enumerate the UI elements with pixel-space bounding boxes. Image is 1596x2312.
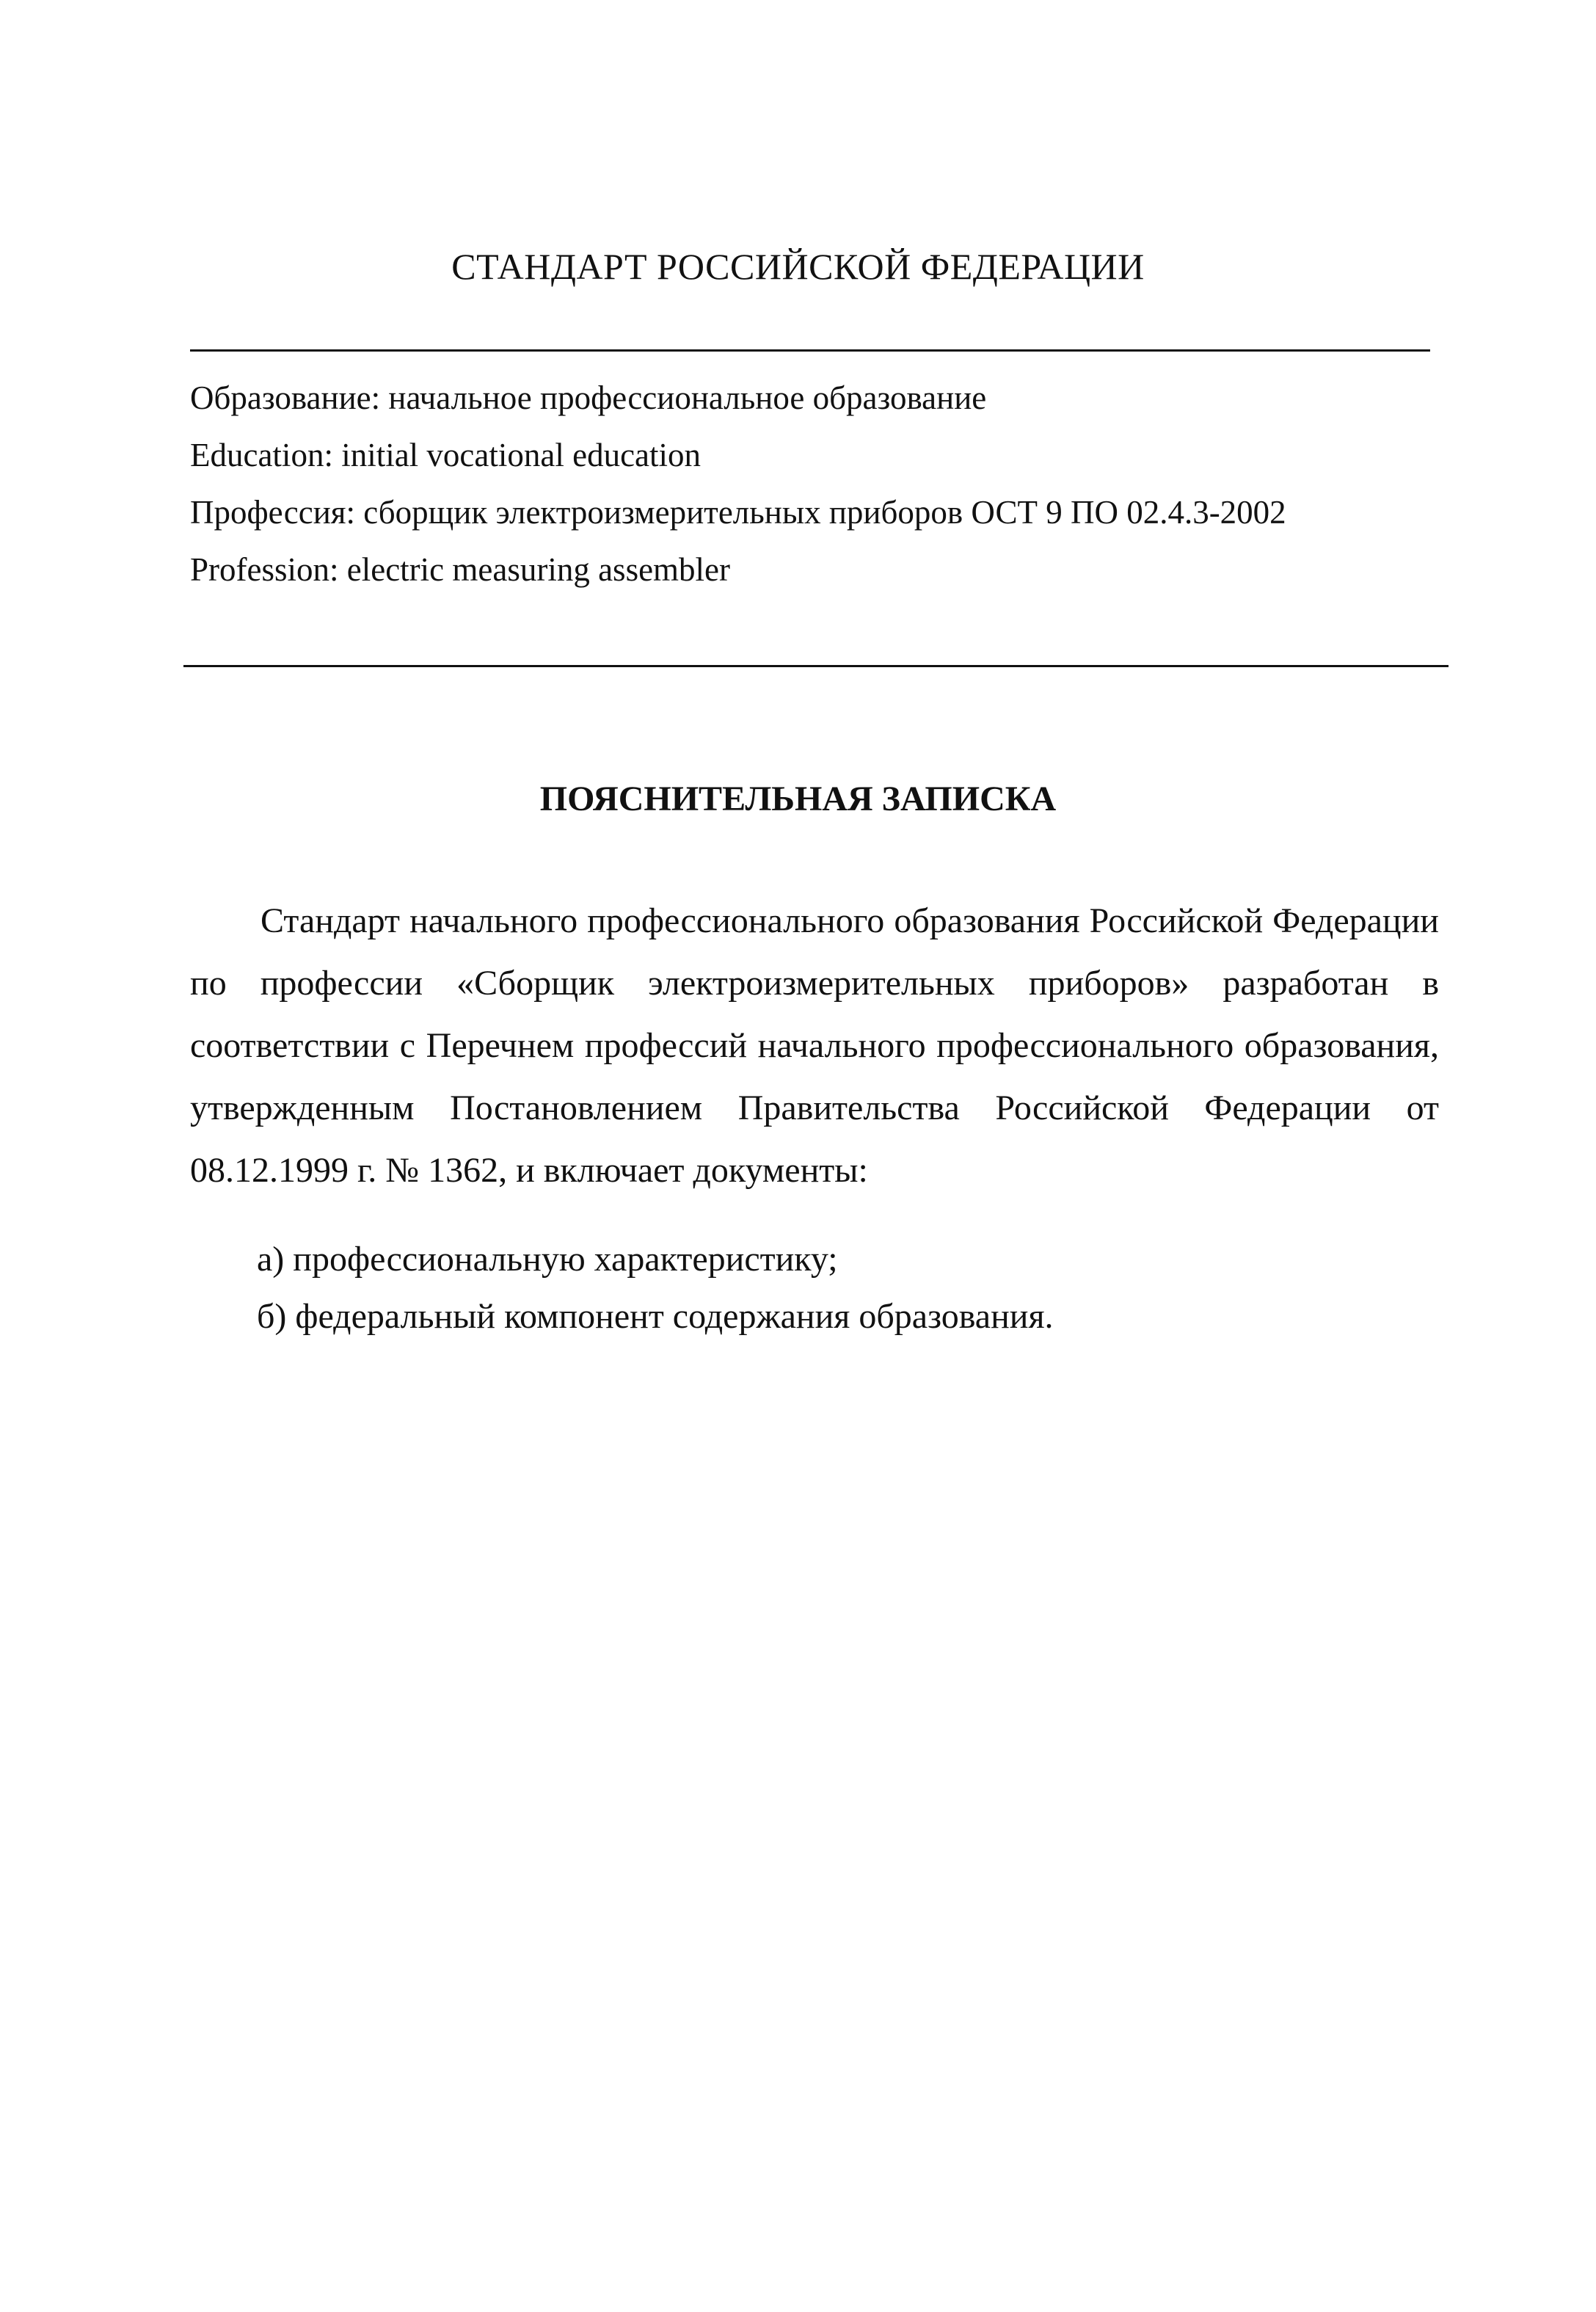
list-item-a: а) профессиональную характеристику; (257, 1240, 838, 1279)
explanatory-note-heading: ПОЯСНИТЕЛЬНАЯ ЗАПИСКА (539, 779, 1057, 818)
list-item-b: б) федеральный компонент содержания образования. (257, 1297, 1054, 1336)
paragraph-intro: Стандарт начального профессионального образования Российской Федерации по профессии «Сборщик электроизмерительных приборов» разработан в соответствии с Перечнем профессий начального профессионального образования, утвержденным Постановлением Правительства Российской Федерации от 08.12.1999 г. № 1362, и включает документы: (190, 901, 1439, 1190)
education-ru-line: Образование: начальное профессиональное образование (190, 379, 987, 416)
standard-title: СТАНДАРТ РОССИЙСКОЙ ФЕДЕРАЦИИ (451, 246, 1145, 287)
education-en-line: Education: initial vocational education (190, 437, 702, 473)
header-rule-bottom (183, 665, 1449, 667)
profession-ru-line: Профессия: сборщик электроизмерительных приборов ОСТ 9 ПО 02.4.3-2002 (190, 494, 1286, 531)
header-rule-top (190, 349, 1430, 352)
profession-en-line: Profession: electric measuring assembler (190, 551, 731, 588)
